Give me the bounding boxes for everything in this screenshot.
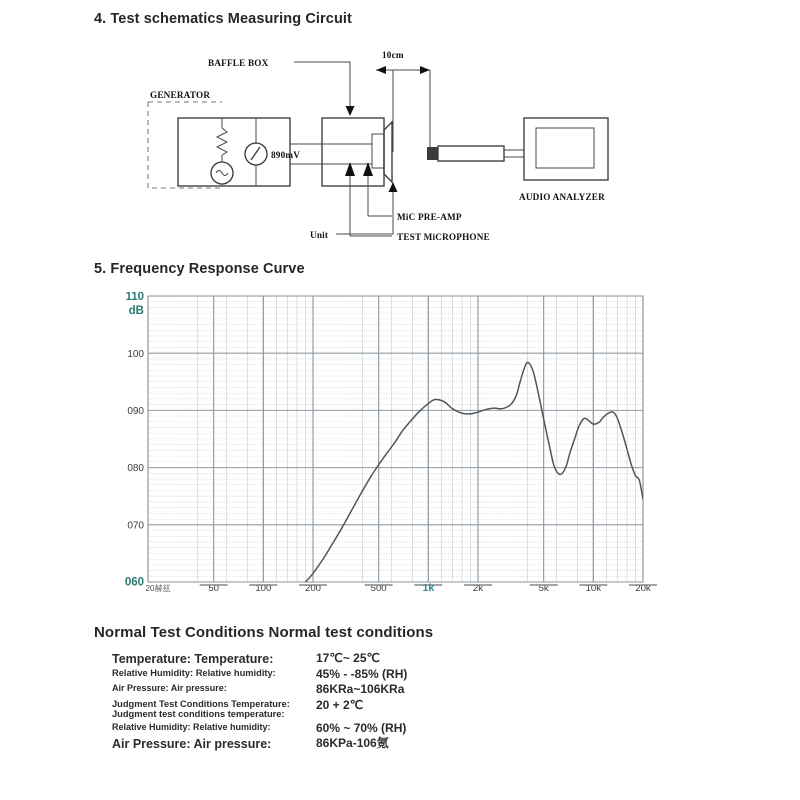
distance-arrow-right [420, 66, 430, 74]
resistor-zigzag [217, 128, 227, 155]
conditions-row [112, 736, 407, 752]
ac-sine-symbol [216, 171, 228, 176]
x-axis-tick-label: 5k [538, 583, 549, 592]
x-axis-tick-labels [146, 582, 651, 592]
x-axis-tick-label: 2k [472, 583, 484, 592]
conditions-row [112, 698, 407, 721]
condition-value: 17℃~ 25℃ [316, 651, 380, 665]
conditions-row [112, 651, 407, 667]
y-axis-tick-label: 070 [127, 520, 144, 532]
audio-analyzer-label: AUDIO ANALYZER [519, 192, 605, 202]
condition-label: Temperature: Temperature: [112, 652, 274, 666]
condition-label: Air Pressure: Air pressure: [112, 683, 227, 694]
section-4-heading: 4. Test schematics Measuring Circuit [94, 11, 352, 27]
speaker-back [372, 134, 384, 168]
baffle-box-arrowhead [346, 106, 355, 116]
x-axis-tick-label: 20k [635, 583, 651, 592]
unit-arrowhead [389, 182, 398, 192]
y-axis-tick-label: 060 [124, 576, 144, 589]
y-axis-tick-labels [125, 292, 145, 589]
normal-test-conditions-block [94, 624, 734, 752]
x-axis-tick-label: 100 [255, 583, 272, 592]
test-schematic-diagram [110, 40, 690, 250]
x-axis-tick-label: 200 [304, 583, 322, 592]
chart-svg [112, 292, 672, 592]
section-5-heading: 5. Frequency Response Curve [94, 261, 305, 277]
y-axis-tick-label: 100 [127, 348, 144, 360]
mic-preamp-body [438, 146, 504, 161]
meter-needle [251, 147, 260, 160]
test-microphone-label: TEST MiCROPHONE [397, 232, 490, 242]
audio-analyzer-body [524, 118, 608, 180]
condition-value: 45% - -85% (RH) [316, 667, 408, 681]
condition-value: 20 + 2℃ [316, 697, 364, 712]
unit-leader [336, 192, 393, 234]
conditions-title: Normal Test Conditions Normal test conditions [94, 624, 434, 641]
condition-value: 86KRa~106KRa [316, 682, 405, 697]
mic-preamp-label: MiC PRE-AMP [397, 212, 462, 222]
baffle-box-leader [294, 62, 350, 106]
condition-value: 86KPa-106氪 [316, 736, 389, 751]
baffle-box-label: BAFFLE BOX [208, 58, 269, 68]
condition-label: Air Pressure: Air pressure: [112, 737, 272, 752]
condition-value: 60% ~ 70% (RH) [316, 720, 407, 735]
conditions-table [112, 651, 407, 752]
conditions-row [112, 682, 407, 697]
speaker-cone [384, 122, 392, 182]
frequency-response-chart [112, 292, 672, 592]
generator-label: GENERATOR [150, 90, 211, 100]
y-axis-unit-label: dB [128, 305, 144, 317]
conditions-row [112, 721, 407, 736]
voltage-label: 890mV [271, 150, 301, 160]
y-axis-tick-label: 110 [125, 292, 144, 303]
x-axis-tick-label: 500 [370, 583, 387, 592]
condition-label: Relative Humidity: Relative humidity: [112, 721, 271, 732]
x-axis-tick-label: 10k [585, 583, 602, 592]
condition-label: Relative Humidity: Relative humidity: [112, 668, 276, 678]
y-axis-tick-label: 080 [127, 463, 144, 475]
x-axis-tick-label: 20赫兹 [145, 584, 171, 592]
x-axis-tick-label: 50 [208, 583, 219, 592]
test-microphone-body [427, 147, 438, 160]
unit-label: Unit [310, 230, 329, 240]
meter-circle [245, 143, 267, 165]
condition-label: Judgment Test Conditions Temperature: Judgment test conditions temperature: [112, 698, 290, 720]
audio-analyzer-screen [536, 128, 594, 168]
conditions-row [112, 667, 407, 682]
x-axis-tick-label: 1k [422, 582, 435, 592]
distance-arrow-left [376, 66, 386, 74]
distance-label: 10cm [382, 50, 404, 60]
y-axis-tick-label: 090 [127, 406, 144, 417]
